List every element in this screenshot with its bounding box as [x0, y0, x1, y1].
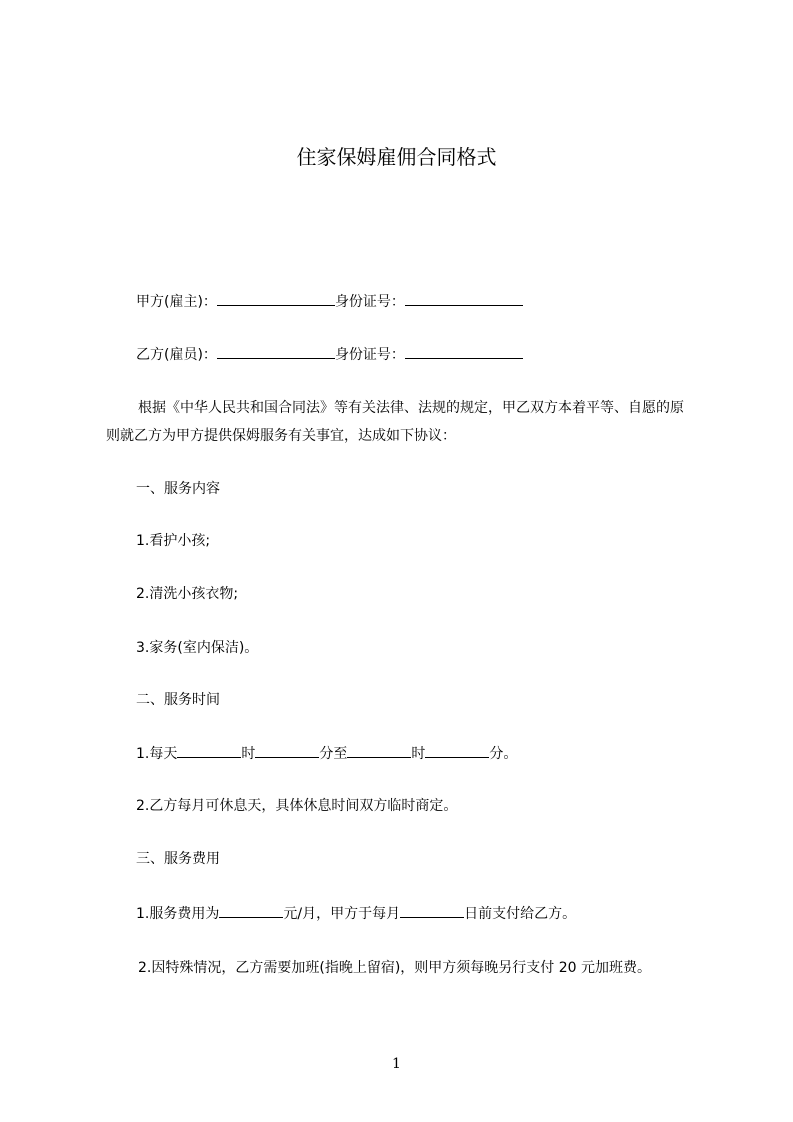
party-a-name-blank — [217, 291, 335, 306]
overtime-paragraph: 2.因特殊情况，乙方需要加班(指晚上留宿)，则甲方须每晚另行支付 20 元加班费。 — [138, 960, 651, 976]
party-a-line — [106, 291, 736, 312]
page-number: 1 — [392, 1056, 401, 1072]
minute-to-label: 分至 — [319, 746, 348, 762]
party-b-id-label: 身份证号： — [334, 347, 405, 363]
hour-end-blank — [347, 743, 411, 758]
fee-amount-blank — [219, 903, 283, 918]
list-item: 2.乙方每月可休息天，具体休息时间双方临时商定。 — [136, 798, 458, 814]
party-a-id-label: 身份证号： — [334, 294, 405, 310]
fee-mid: 元/月，甲方于每月 — [283, 906, 401, 922]
section-heading: 三、服务费用 — [136, 851, 220, 867]
minute-label: 分。 — [489, 746, 518, 762]
fee-prefix: 1.服务费用为 — [136, 906, 220, 922]
minute-end-blank — [425, 743, 489, 758]
intro-paragraph: 根据《中华人民共和国合同法》等有关法律、法规的规定，甲乙双方本着平等、自愿的原则就乙方为甲方提供保姆服务有关事宜，达成如下协议： — [106, 400, 684, 444]
hour-label: 时 — [411, 746, 426, 762]
service-time-prefix: 1.每天 — [136, 746, 178, 762]
list-item: 1.看护小孩; — [136, 533, 211, 549]
hour-label: 时 — [241, 746, 256, 762]
section-heading: 一、服务内容 — [136, 481, 220, 497]
party-b-line — [106, 344, 736, 365]
party-b-label: 乙方(雇员)： — [136, 347, 217, 363]
fee-suffix: 日前支付给乙方。 — [464, 906, 577, 922]
hour-start-blank — [177, 743, 241, 758]
party-b-id-blank — [405, 344, 523, 359]
list-item: 3.家务(室内保洁)。 — [136, 640, 259, 656]
list-item: 2.清洗小孩衣物; — [136, 586, 239, 602]
party-b-name-blank — [217, 344, 335, 359]
service-time-line — [106, 743, 736, 764]
minute-start-blank — [255, 743, 319, 758]
party-a-label: 甲方(雇主)： — [136, 294, 217, 310]
fee-line — [106, 903, 736, 924]
pay-day-blank — [400, 903, 464, 918]
party-a-id-blank — [405, 291, 523, 306]
page-title: 住家保姆雇佣合同格式 — [296, 145, 497, 169]
section-heading: 二、服务时间 — [136, 692, 220, 708]
